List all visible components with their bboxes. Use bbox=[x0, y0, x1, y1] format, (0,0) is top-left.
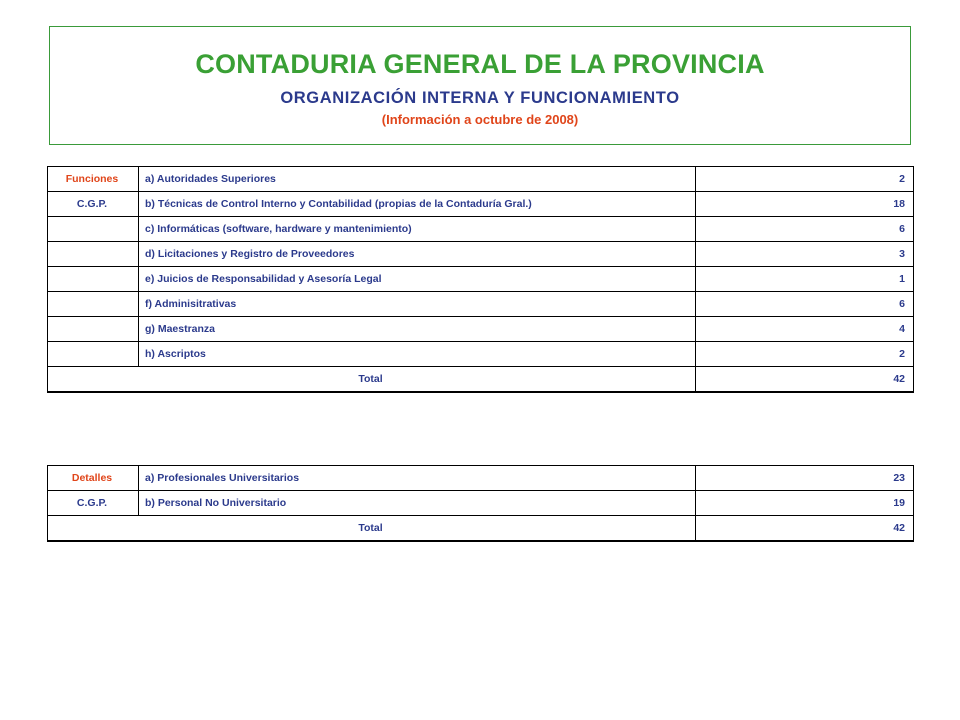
empty-cell bbox=[48, 292, 139, 317]
page-subtitle: ORGANIZACIÓN INTERNA Y FUNCIONAMIENTO bbox=[280, 89, 680, 107]
row-header-label: C.G.P. bbox=[48, 192, 139, 217]
row-description: b) Técnicas de Control Interno y Contabilidad (propias de la Contaduría Gral.) bbox=[139, 192, 696, 217]
table-row bbox=[48, 292, 914, 317]
row-value: 23 bbox=[696, 466, 914, 491]
table-row bbox=[48, 342, 914, 367]
row-header-label: Funciones bbox=[48, 167, 139, 192]
row-value: 4 bbox=[696, 317, 914, 342]
table-row bbox=[48, 167, 914, 192]
row-description: e) Juicios de Responsabilidad y Asesoría Legal bbox=[139, 267, 696, 292]
row-description: c) Informáticas (software, hardware y mantenimiento) bbox=[139, 217, 696, 242]
table-row bbox=[48, 267, 914, 292]
detalles-table bbox=[47, 465, 914, 542]
row-description: f) Adminisitrativas bbox=[139, 292, 696, 317]
row-value: 1 bbox=[696, 267, 914, 292]
row-value: 6 bbox=[696, 292, 914, 317]
row-description: a) Profesionales Universitarios bbox=[139, 466, 696, 491]
total-row bbox=[48, 516, 914, 541]
row-value: 2 bbox=[696, 342, 914, 367]
table-row bbox=[48, 317, 914, 342]
total-value: 42 bbox=[696, 516, 914, 541]
table-row bbox=[48, 491, 914, 516]
row-value: 2 bbox=[696, 167, 914, 192]
empty-cell bbox=[48, 267, 139, 292]
row-description: b) Personal No Universitario bbox=[139, 491, 696, 516]
row-description: d) Licitaciones y Registro de Proveedores bbox=[139, 242, 696, 267]
row-value: 19 bbox=[696, 491, 914, 516]
total-row bbox=[48, 367, 914, 392]
row-header-label: C.G.P. bbox=[48, 491, 139, 516]
total-value: 42 bbox=[696, 367, 914, 392]
row-value: 18 bbox=[696, 192, 914, 217]
table-row bbox=[48, 242, 914, 267]
row-value: 3 bbox=[696, 242, 914, 267]
table-row bbox=[48, 217, 914, 242]
header-box bbox=[49, 26, 911, 145]
row-description: h) Ascriptos bbox=[139, 342, 696, 367]
page-title: CONTADURIA GENERAL DE LA PROVINCIA bbox=[195, 49, 765, 79]
total-label: Total bbox=[48, 367, 696, 392]
row-value: 6 bbox=[696, 217, 914, 242]
table-row bbox=[48, 466, 914, 491]
empty-cell bbox=[48, 242, 139, 267]
table-row bbox=[48, 192, 914, 217]
total-label: Total bbox=[48, 516, 696, 541]
date-info: (Información a octubre de 2008) bbox=[381, 112, 579, 127]
funciones-table bbox=[47, 166, 914, 393]
empty-cell bbox=[48, 217, 139, 242]
empty-cell bbox=[48, 342, 139, 367]
row-description: g) Maestranza bbox=[139, 317, 696, 342]
row-header-label: Detalles bbox=[48, 466, 139, 491]
empty-cell bbox=[48, 317, 139, 342]
row-description: a) Autoridades Superiores bbox=[139, 167, 696, 192]
